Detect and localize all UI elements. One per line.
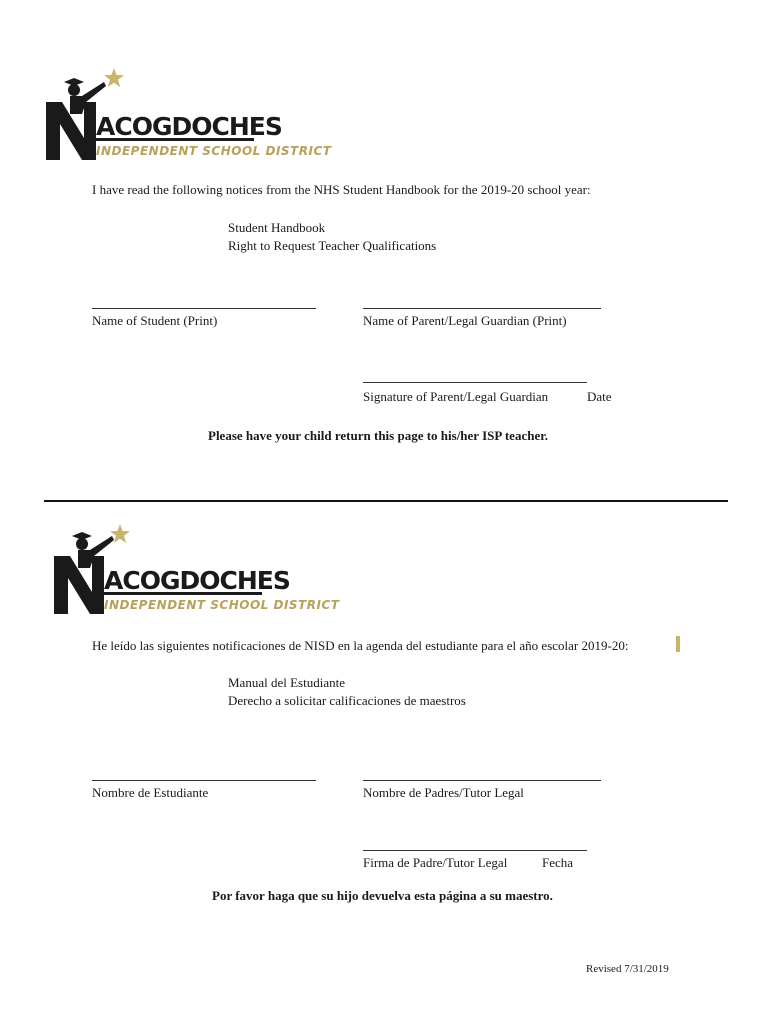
spanish-item-2: Derecho a solicitar calificaciones de maestros bbox=[228, 693, 466, 708]
star-icon bbox=[110, 524, 130, 544]
section-divider bbox=[44, 500, 728, 502]
firma-line[interactable] bbox=[363, 850, 587, 851]
logo-wordmark: ACOGDOCHES bbox=[96, 112, 282, 141]
logo-subtitle: INDEPENDENT SCHOOL DISTRICT bbox=[96, 144, 332, 158]
firma-label: Firma de Padre/Tutor Legal bbox=[363, 855, 508, 870]
english-intro: I have read the following notices from the NHS Student Handbook for the 2019-20 school year: bbox=[92, 182, 591, 197]
signature-label: Signature of Parent/Legal Guardian bbox=[363, 389, 549, 404]
parent-name-label: Name of Parent/Legal Guardian (Print) bbox=[363, 313, 567, 328]
date-label: Date bbox=[587, 389, 612, 404]
district-logo-top bbox=[42, 68, 332, 164]
nombre-estudiante-line[interactable] bbox=[92, 780, 316, 781]
english-item-1: Student Handbook bbox=[228, 220, 326, 235]
nombre-estudiante-label: Nombre de Estudiante bbox=[92, 785, 209, 800]
spanish-item-1: Manual del Estudiante bbox=[228, 675, 345, 690]
student-name-line[interactable] bbox=[92, 308, 316, 309]
revised-date: Revised 7/31/2019 bbox=[586, 963, 669, 975]
fecha-label: Fecha bbox=[542, 855, 574, 870]
nombre-padres-label: Nombre de Padres/Tutor Legal bbox=[363, 785, 524, 800]
star-icon bbox=[104, 68, 124, 88]
logo-subtitle: INDEPENDENT SCHOOL DISTRICT bbox=[104, 598, 340, 612]
spanish-intro: He leído las siguientes notificaciones de NISD en la agenda del estudiante para el año escolar 2019-20: bbox=[92, 638, 629, 653]
english-item-2: Right to Request Teacher Qualifications bbox=[228, 238, 437, 253]
logo-wordmark: ACOGDOCHES bbox=[104, 566, 290, 595]
nombre-padres-line[interactable] bbox=[363, 780, 601, 781]
return-note: Please have your child return this page to his/her ISP teacher. bbox=[208, 428, 549, 443]
form-marker bbox=[676, 636, 680, 652]
district-logo-bottom bbox=[50, 522, 340, 618]
student-name-label: Name of Student (Print) bbox=[92, 313, 218, 328]
parent-name-line[interactable] bbox=[363, 308, 601, 309]
spanish-return-note: Por favor haga que su hijo devuelva esta página a su maestro. bbox=[212, 888, 553, 903]
signature-line[interactable] bbox=[363, 382, 587, 383]
